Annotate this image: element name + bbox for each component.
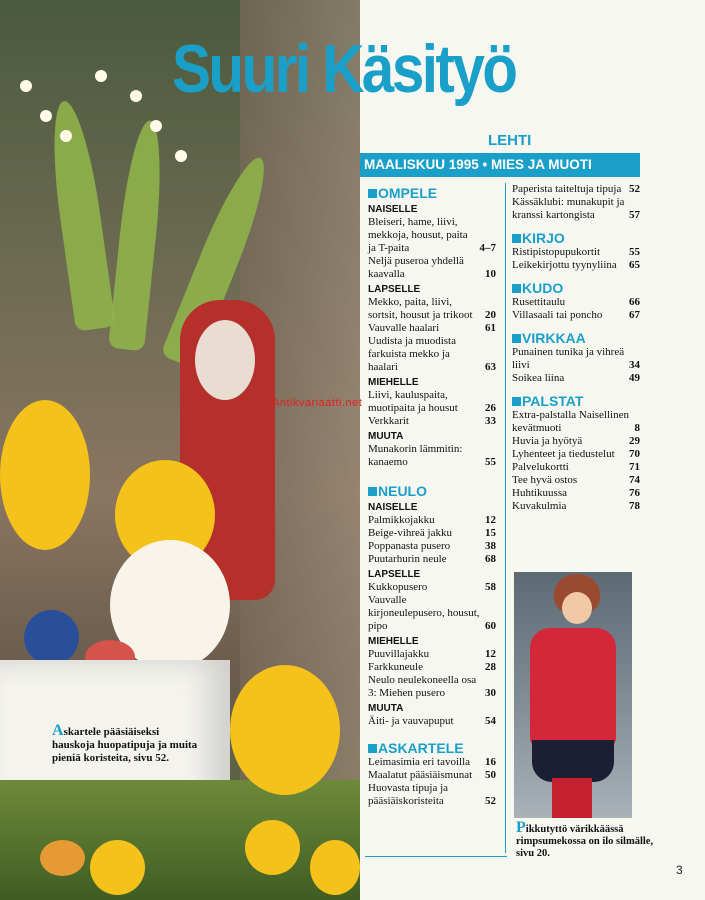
lily-flower (95, 70, 107, 82)
subsection-label: MUUTA (368, 431, 404, 442)
section-square-icon (368, 487, 377, 496)
lily-flower (60, 130, 72, 142)
toc-column-2 (512, 183, 640, 513)
caption-dropcap: P (516, 819, 526, 836)
toc-entry (368, 674, 496, 700)
toc-entry (368, 296, 496, 322)
caption-text: ikkutyttö värikkäässä rimpsumekossa on ilo silmälle, sivu 20. (516, 824, 654, 859)
toc-entry (368, 715, 496, 728)
toc-entry-title: Paperista taiteltuja tipuja (512, 183, 622, 195)
toc-list (368, 648, 496, 700)
toc-entry-title: Beige-vihreä jakku (368, 527, 452, 539)
caption-dropcap: A (52, 722, 64, 739)
toc-entry (368, 661, 496, 674)
toc-entry-page: 54 (485, 715, 496, 727)
section-askartele (368, 740, 496, 756)
girl-legs (552, 778, 592, 818)
toc-entry (512, 500, 640, 513)
toc-entry-title: Palvelukortti (512, 461, 569, 473)
toc-entry-page: 49 (629, 372, 640, 384)
section-square-icon (368, 189, 377, 198)
toc-list (512, 246, 640, 272)
toc-entry (368, 594, 496, 633)
toc-entry-title: Liivi, kauluspaita, muotipaita ja housut (368, 389, 458, 414)
toc-entry-page: 76 (629, 487, 640, 499)
toc-entry-title: Huovasta tipuja ja pääsiäiskoristeita (368, 782, 449, 807)
magazine-subtitle: LEHTI (488, 132, 532, 149)
toc-entry-page: 28 (485, 661, 496, 673)
column-divider (505, 183, 506, 853)
toc-entry (368, 216, 496, 255)
toc-entry (368, 769, 496, 782)
toc-entry-page: 8 (634, 422, 640, 434)
toc-list (368, 581, 496, 633)
section-title: PALSTAT (522, 393, 584, 409)
toc-entry-page: 29 (629, 435, 640, 447)
easter-grass (0, 780, 360, 900)
toc-entry-title: Kukkopusero (368, 581, 428, 593)
subsection-label: NAISELLE (368, 204, 418, 215)
toc-entry-title: Neulo neulekoneella osa 3: Miehen pusero (368, 674, 477, 699)
toc-entry-page: 33 (485, 415, 496, 427)
toc-entry (512, 448, 640, 461)
toc-entry (368, 782, 496, 808)
section-title: VIRKKAA (522, 330, 586, 346)
section-title: NEULO (378, 483, 427, 499)
section-square-icon (368, 744, 377, 753)
toc-list (368, 715, 496, 728)
toc-entry (368, 255, 496, 281)
section-title: OMPELE (378, 185, 438, 201)
lily-flower (40, 110, 52, 122)
toc-entry-page: 30 (485, 687, 496, 699)
toc-entry (512, 435, 640, 448)
toc-entry-title: Kässäklubi: munakupit ja kranssi kartongista (512, 196, 625, 221)
felt-chick (0, 400, 90, 550)
toc-entry-page: 52 (629, 183, 640, 195)
issue-band: MAALISKUU 1995 • MIES JA MUOTI (360, 153, 640, 177)
bunny-face (195, 320, 255, 400)
lily-flower (20, 80, 32, 92)
toc-list (368, 443, 496, 469)
toc-list (368, 216, 496, 281)
toc-entry (368, 415, 496, 428)
toc-entry-title: Verkkarit (368, 415, 409, 427)
fluffy-chick (230, 665, 340, 795)
toc-entry (368, 527, 496, 540)
section-square-icon (512, 284, 521, 293)
toc-entry (368, 335, 496, 374)
toc-entry-title: Munakorin lämmitin: kanaemo (368, 443, 463, 468)
toc-entry-page: 70 (629, 448, 640, 460)
toc-entry (512, 196, 640, 222)
toc-entry-page: 15 (485, 527, 496, 539)
girl-photo (514, 572, 632, 818)
toc-entry-title: Puuvillajakku (368, 648, 430, 660)
toc-entry-title: Extra-palstalla Naisellinen kevätmuoti (512, 409, 629, 434)
toc-entry-page: 12 (485, 514, 496, 526)
section-kirjo (512, 230, 640, 246)
toc-entry-title: Punainen tunika ja vihreä liivi (512, 346, 625, 371)
girl-skirt (532, 740, 614, 782)
toc-entry-title: Puutarhurin neule (368, 553, 447, 565)
toc-list (368, 296, 496, 374)
toc-entry-page: 57 (629, 209, 640, 221)
subsection-label: NAISELLE (368, 502, 418, 513)
toc-entry-page: 16 (485, 756, 496, 768)
toc-entry-page: 78 (629, 500, 640, 512)
section-kudo (512, 280, 640, 296)
left-photo-caption (52, 724, 202, 765)
toc-entry-title: Leikekirjottu tyynyliina (512, 259, 617, 271)
toc-entry-title: Ristipistopupukortit (512, 246, 601, 258)
toc-entry-page: 71 (629, 461, 640, 473)
page-number: 3 (676, 863, 683, 877)
toc-list (368, 389, 496, 428)
bottom-rule (365, 856, 507, 857)
toc-entry-title: Vauvalle kirjoneulepusero, housut, pipo (368, 594, 480, 632)
toc-entry-page: 34 (629, 359, 640, 371)
toc-column-1 (368, 183, 496, 808)
subsection-label: MIEHELLE (368, 636, 419, 647)
toc-entry-title: Rusettitaulu (512, 296, 566, 308)
toc-entry-title: Vauvalle haalari (368, 322, 440, 334)
toc-entry-page: 63 (485, 361, 496, 373)
section-square-icon (512, 334, 521, 343)
toc-entry-title: Kuvakulmia (512, 500, 567, 512)
toc-entry-title: Maalatut pääsiäismunat (368, 769, 473, 781)
fluffy-chick (90, 840, 145, 895)
section-neulo (368, 483, 496, 499)
lily-flower (175, 150, 187, 162)
toc-entry (368, 322, 496, 335)
toc-entry-page: 60 (485, 620, 496, 632)
toc-entry-title: Uudista ja muodista farkuista mekko ja haalari (368, 335, 456, 373)
toc-entry-page: 74 (629, 474, 640, 486)
fluffy-chick (310, 840, 360, 895)
subsection-label: LAPSELLE (368, 284, 421, 295)
toc-list (512, 296, 640, 322)
toc-entry-title: Villasaali tai poncho (512, 309, 603, 321)
toc-entry (512, 487, 640, 500)
toc-entry-page: 12 (485, 648, 496, 660)
fluffy-chick (245, 820, 300, 875)
toc-entry (368, 756, 496, 769)
subsection-label: LAPSELLE (368, 569, 421, 580)
toc-entry-title: Neljä puseroa yhdellä kaavalla (368, 255, 464, 280)
toc-entry (512, 246, 640, 259)
girl-coat (530, 628, 616, 748)
toc-entry-title: Äiti- ja vauvapuput (368, 715, 454, 727)
section-ompele (368, 185, 496, 201)
toc-entry-page: 61 (485, 322, 496, 334)
section-square-icon (512, 234, 521, 243)
toc-entry (368, 581, 496, 594)
toc-entry-title: Mekko, paita, liivi, sortsit, housut ja trikoot (368, 296, 473, 321)
toc-entry-page: 10 (485, 268, 496, 280)
toc-entry-page: 55 (485, 456, 496, 468)
toc-entry-page: 65 (629, 259, 640, 271)
toc-entry-page: 38 (485, 540, 496, 552)
magazine-title: Suuri Käsityö (172, 31, 516, 107)
toc-entry-page: 55 (629, 246, 640, 258)
toc-entry (512, 296, 640, 309)
subsection-label: MUUTA (368, 703, 404, 714)
caption-text: skartele pääsiäiseksi hauskoja huopatipuja ja muita pieniä koristeita, sivu 52. (52, 726, 198, 764)
section-title: KIRJO (522, 230, 565, 246)
toc-entry (368, 553, 496, 566)
toc-list (368, 514, 496, 566)
toc-entry-title: Bleiseri, hame, liivi, mekkoja, housut, paita ja T-paita (368, 216, 468, 254)
lily-leaf (108, 119, 168, 352)
subsection-label: MIEHELLE (368, 377, 419, 388)
section-square-icon (512, 397, 521, 406)
toc-entry-page: 4–7 (479, 242, 496, 254)
toc-entry-title: Tee hyvä ostos (512, 474, 578, 486)
toc-entry (368, 443, 496, 469)
toc-entry (512, 346, 640, 372)
toc-entry-page: 26 (485, 402, 496, 414)
toc-entry-title: Leimasimia eri tavoilla (368, 756, 471, 768)
toc-entry-page: 50 (485, 769, 496, 781)
section-title: ASKARTELE (378, 740, 464, 756)
toc-entry-title: Farkkuneule (368, 661, 423, 673)
watermark: Antikvariaatti.net (272, 397, 363, 409)
easter-egg (24, 610, 79, 665)
lily-flower (150, 120, 162, 132)
toc-entry-title: Huvia ja hyötyä (512, 435, 583, 447)
toc-list (368, 756, 496, 808)
toc-entry-title: Huhtikuussa (512, 487, 567, 499)
section-palstat (512, 393, 640, 409)
toc-entry-title: Palmikkojakku (368, 514, 435, 526)
girl-face (562, 592, 592, 624)
toc-entry (512, 309, 640, 322)
section-title: KUDO (522, 280, 564, 296)
toc-list (512, 409, 640, 513)
easter-egg (40, 840, 85, 876)
toc-entry-page: 66 (629, 296, 640, 308)
toc-entry-title: Poppanasta pusero (368, 540, 451, 552)
toc-entry (512, 474, 640, 487)
toc-entry (368, 648, 496, 661)
toc-entry (512, 409, 640, 435)
toc-entry-page: 20 (485, 309, 496, 321)
toc-entry (512, 183, 640, 196)
toc-entry (368, 389, 496, 415)
right-photo-caption (516, 819, 666, 860)
toc-entry-page: 67 (629, 309, 640, 321)
toc-entry-title: Lyhenteet ja tiedustelut (512, 448, 615, 460)
toc-entry (368, 540, 496, 553)
toc-list (512, 346, 640, 385)
lily-flower (130, 90, 142, 102)
toc-entry (512, 259, 640, 272)
toc-entry-page: 58 (485, 581, 496, 593)
toc-entry-page: 68 (485, 553, 496, 565)
lily-leaf (44, 98, 116, 331)
toc-list (512, 183, 640, 222)
toc-entry (368, 514, 496, 527)
toc-entry (512, 461, 640, 474)
toc-entry-page: 52 (485, 795, 496, 807)
toc-entry (512, 372, 640, 385)
section-virkkaa (512, 330, 640, 346)
toc-entry-title: Soikea liina (512, 372, 565, 384)
